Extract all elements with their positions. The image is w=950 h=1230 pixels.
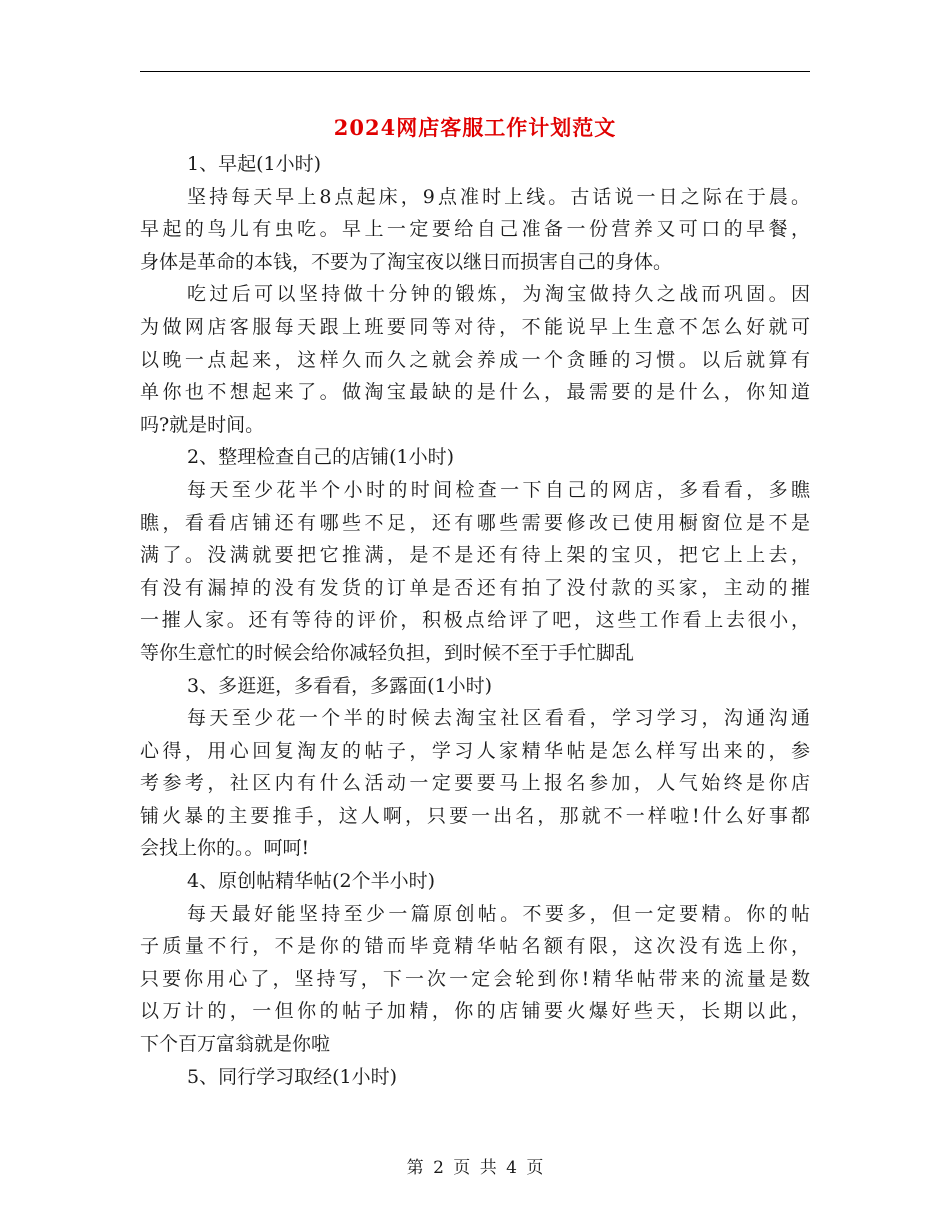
text-line: 3、多逛逛，多看看，多露面(1小时) xyxy=(187,674,493,697)
text-line: 4、原创帖精华帖(2个半小时) xyxy=(187,870,436,893)
text-line: 早起的鸟儿有虫吃。早上一定要给自己准备一份营养又可口的早餐， xyxy=(140,218,810,241)
text-line: 吃过后可以坚持做十分钟的锻炼，为淘宝做持久之战而巩固。因 xyxy=(187,283,810,306)
text-line: 子质量不行，不是你的错而毕竟精华帖名额有限，这次没有选上你， xyxy=(140,935,810,958)
text-line: 吗?就是时间。 xyxy=(140,413,265,436)
text-line: 以晚一点起来，这样久而久之就会养成一个贪睡的习惯。以后就算有 xyxy=(140,348,810,371)
text-line: 只要你用心了，坚持写，下一次一定会轮到你!精华帖带来的流量是数 xyxy=(140,967,810,990)
text-line: 1、早起(1小时) xyxy=(187,153,322,175)
text-line: 2、整理检查自己的店铺(1小时) xyxy=(187,446,455,469)
text-line: 5、同行学习取经(1小时) xyxy=(187,1065,398,1088)
text-line: 每天至少花一个半的时候去淘宝社区看看，学习学习，沟通沟通 xyxy=(187,707,810,730)
page-footer: 第 2 页 共 4 页 xyxy=(406,1158,544,1178)
text-line: 以万计的，一但你的帖子加精，你的店铺要火爆好些天，长期以此， xyxy=(140,1000,810,1023)
text-line: 满了。没满就要把它推满，是不是还有待上架的宝贝，把它上上去， xyxy=(140,544,810,567)
text-line: 心得，用心回复淘友的帖子，学习人家精华帖是怎么样写出来的，参 xyxy=(140,739,810,762)
document-title: 2024网店客服工作计划范文 xyxy=(333,115,617,140)
text-line: 等你生意忙的时候会给你减轻负担，到时候不至于手忙脚乱 xyxy=(140,641,635,664)
text-line: 下个百万富翁就是你啦 xyxy=(140,1033,331,1056)
text-line: 有没有漏掉的没有发货的订单是否还有拍了没付款的买家，主动的摧 xyxy=(140,576,810,599)
text-line: 一摧人家。还有等待的评价，积极点给评了吧，这些工作看上去很小， xyxy=(140,609,810,632)
text-line: 考参考，社区内有什么活动一定要要马上报名参加，人气始终是你店 xyxy=(140,772,810,795)
header-rule xyxy=(140,71,810,72)
text-line: 身体是革命的本钱，不要为了淘宝夜以继日而损害自己的身体。 xyxy=(140,250,673,273)
text-line: 铺火暴的主要推手，这人啊，只要一出名，那就不一样啦!什么好事都 xyxy=(140,804,810,827)
text-line: 每天至少花半个小时的时间检查一下自己的网店，多看看，多瞧 xyxy=(187,478,810,501)
text-line: 每天最好能坚持至少一篇原创帖。不要多，但一定要精。你的帖 xyxy=(187,902,810,925)
text-line: 坚持每天早上8点起床，9点准时上线。古话说一日之际在于晨。 xyxy=(187,185,810,208)
text-line: 会找上你的。。呵呵! xyxy=(140,837,310,860)
text-line: 为做网店客服每天跟上班要同等对待，不能说早上生意不怎么好就可 xyxy=(140,315,810,338)
text-line: 瞧，看看店铺还有哪些不足，还有哪些需要修改已使用橱窗位是不是 xyxy=(140,511,810,534)
text-line: 单你也不想起来了。做淘宝最缺的是什么，最需要的是什么，你知道 xyxy=(140,381,810,404)
document-body xyxy=(140,148,810,1093)
